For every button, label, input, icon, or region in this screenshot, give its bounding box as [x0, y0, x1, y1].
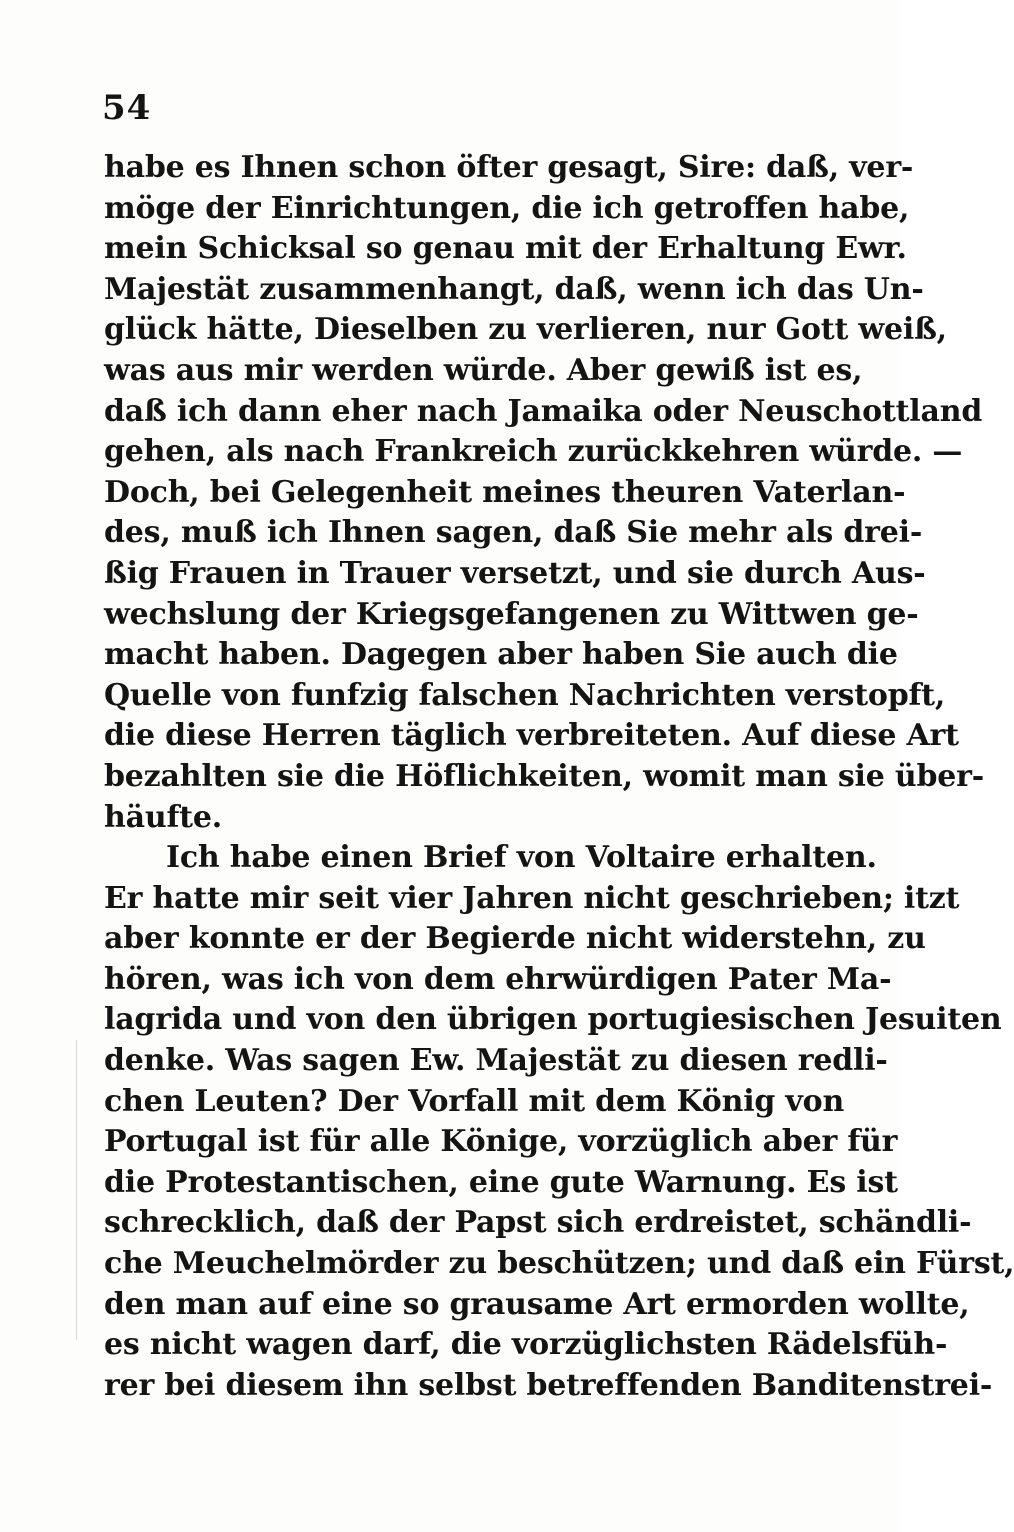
- text-line: die Protestantischen, eine gute Warnung. Es ist: [104, 1164, 898, 1200]
- text-line: macht haben. Dagegen aber haben Sie auch die: [104, 637, 898, 673]
- text-line: was aus mir werden würde. Aber gewiß ist es,: [104, 352, 863, 388]
- body-text: [104, 148, 1014, 1406]
- text-line: Ich habe einen Brief von Voltaire erhalten.: [166, 840, 877, 876]
- text-line: chen Leuten? Der Vorfall mit dem König von: [104, 1083, 845, 1119]
- text-line: den man auf eine so grausame Art ermorden wollte,: [104, 1286, 970, 1322]
- text-line: glück hätte, Dieselben zu verlieren, nur Gott weiß,: [104, 312, 947, 348]
- text-line: ßig Frauen in Trauer versetzt, und sie durch Aus-: [104, 555, 926, 591]
- text-line: denke. Was sagen Ew. Majestät zu diesen redli-: [104, 1043, 888, 1079]
- text-line: aber konnte er der Begierde nicht widerstehn, zu: [104, 921, 926, 957]
- text-line: hören, was ich von dem ehrwürdigen Pater Ma-: [104, 961, 892, 997]
- text-line: habe es Ihnen schon öfter gesagt, Sire: daß, ver-: [104, 150, 914, 185]
- text-line: die diese Herren täglich verbreiteten. Auf diese Art: [104, 718, 959, 754]
- text-line: daß ich dann eher nach Jamaika oder Neuschottland: [104, 393, 983, 429]
- text-line: che Meuchelmörder zu beschützen; und daß ein Fürst,: [104, 1246, 1014, 1282]
- text-line: schrecklich, daß der Papst sich erdreistet, schändli-: [104, 1205, 972, 1241]
- page-number: 54: [102, 88, 152, 128]
- text-line: Portugal ist für alle Könige, vorzüglich aber für: [104, 1124, 898, 1160]
- text-line: des, muß ich Ihnen sagen, daß Sie mehr als drei-: [104, 515, 923, 551]
- paragraph-1: [104, 148, 984, 838]
- text-line: möge der Einrichtungen, die ich getroffen habe,: [104, 190, 910, 226]
- text-line: gehen, als nach Frankreich zurückkehren würde. —: [104, 434, 963, 470]
- text-line: es nicht wagen darf, die vorzüglichsten Rädelsfüh-: [104, 1327, 948, 1363]
- margin-rule: [76, 1040, 77, 1340]
- text-line: wechslung der Kriegsgefangenen zu Wittwen ge-: [104, 596, 919, 632]
- text-line: mein Schicksal so genau mit der Erhaltung Ewr.: [104, 231, 907, 267]
- text-line: bezahlten sie die Höflichkeiten, womit man sie über-: [104, 758, 984, 794]
- text-line: Doch, bei Gelegenheit meines theuren Vaterlan-: [104, 474, 906, 510]
- paragraph-2: [104, 838, 1014, 1406]
- text-line: Majestät zusammenhangt, daß, wenn ich das Un-: [104, 271, 924, 307]
- text-line: lagrida und von den übrigen portugiesischen Jesuiten: [104, 1002, 1002, 1038]
- text-line: häufte.: [104, 799, 222, 835]
- text-line: rer bei diesem ihn selbst betreffenden Banditenstrei-: [104, 1367, 993, 1403]
- text-line: Quelle von funfzig falschen Nachrichten verstopft,: [104, 677, 946, 713]
- text-line: Er hatte mir seit vier Jahren nicht geschrieben; itzt: [104, 880, 960, 916]
